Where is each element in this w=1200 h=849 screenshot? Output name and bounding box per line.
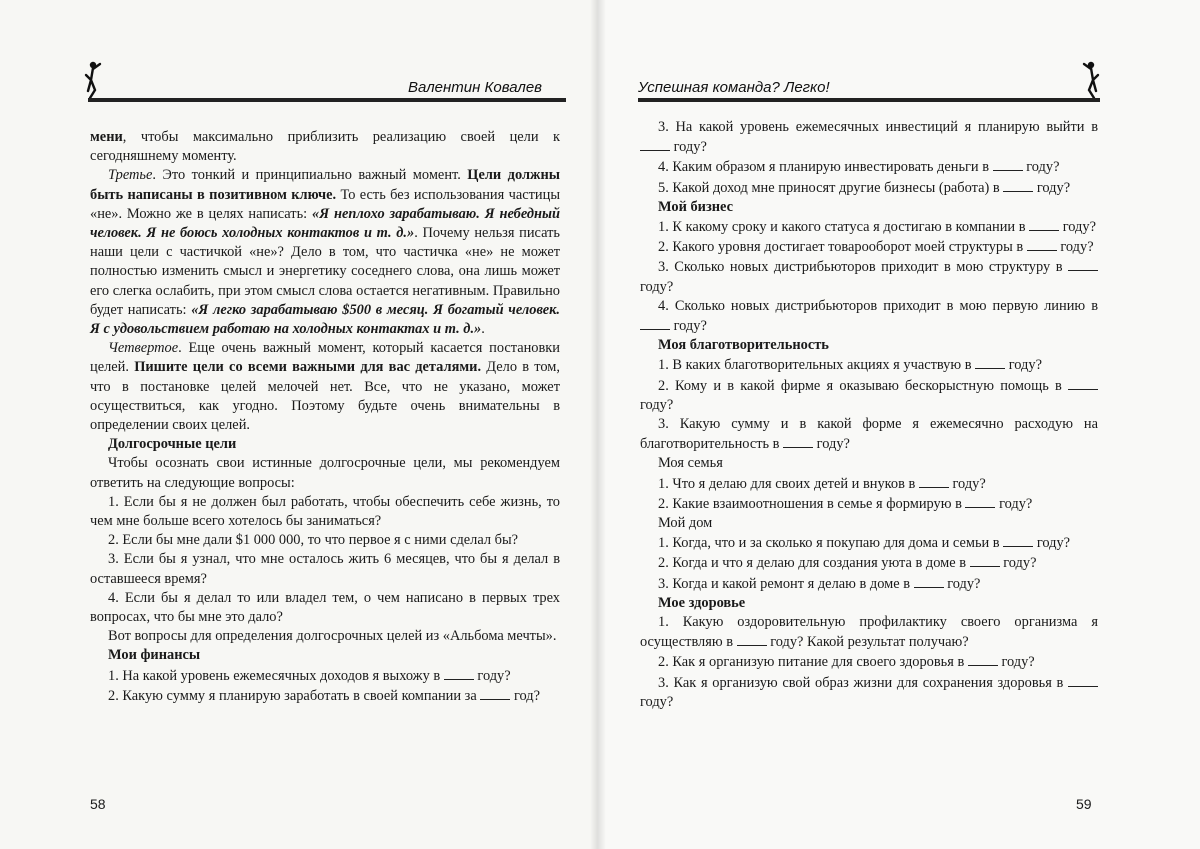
question-text: 1. Когда, что и за сколько я покупаю для дома и семьи в: [658, 535, 1004, 552]
section-heading: Моя благотворительность: [658, 337, 829, 354]
emphasis-text: мени: [90, 129, 123, 145]
question-item: [640, 613, 1098, 652]
question-item: [640, 553, 1098, 573]
section-heading: Мое здоровье: [658, 594, 746, 611]
paragraph-text: Дело в том, что в постановке целей мелочей нет. Все, что не указано, может осуществиться, как угодно. Поэтому будьте очень внимательны в определении своих целей.: [90, 359, 560, 434]
right-running-header: [638, 60, 1100, 104]
question-item: [640, 118, 1098, 157]
question-text: году?: [813, 436, 850, 453]
section-heading: Долгосрочные цели: [108, 436, 237, 453]
body-paragraph: 3. Если бы я узнал, что мне осталось жить 6 месяцев, что бы я делал в оставшееся время?: [90, 551, 560, 587]
question-item: [640, 533, 1098, 553]
fill-in-blank: [1068, 257, 1098, 271]
paragraph-text: То есть без использования частицы «не». Можно же в целях написать:: [90, 186, 560, 222]
question-text: 2. Как я организую питание для своего здоровья в: [658, 654, 968, 671]
question-item: [640, 673, 1098, 712]
question-text: году? Какой результат получаю?: [766, 634, 969, 651]
figure-skater-logo-icon: [82, 60, 104, 100]
fill-in-blank: [1003, 178, 1033, 192]
fill-in-blank: [919, 474, 949, 488]
paragraph-text: . Еще очень важный момент, который касается постановки целей.: [90, 340, 560, 376]
emphasis-text: «Я легко зарабатываю $500 в месяц. Я богатый человек. Я с удовольствием работаю на холодных контактах и т. д.»: [90, 301, 560, 338]
question-item: [640, 257, 1098, 296]
question-item: [640, 217, 1098, 237]
fill-in-blank: [737, 632, 767, 646]
question-text: году?: [1056, 239, 1094, 256]
book-gutter: [590, 0, 606, 849]
fill-in-blank: [968, 652, 998, 666]
question-text: году?: [473, 667, 511, 684]
fill-in-blank: [1068, 673, 1098, 687]
question-item: [640, 415, 1098, 454]
question-item: [640, 297, 1098, 336]
subsection-label: Моя семья: [658, 455, 723, 472]
question-text: году?: [640, 396, 674, 413]
question-text: году?: [943, 575, 981, 592]
question-text: году?: [1033, 535, 1071, 552]
body-paragraph: Вот вопросы для определения долгосрочных целей из «Альбома мечты».: [108, 628, 557, 645]
question-item: [640, 494, 1098, 514]
section-heading: Мои финансы: [108, 647, 201, 664]
question-text: году?: [999, 555, 1037, 572]
question-text: 1. Какую оздоровительную профилактику своего организма я осуществляю в: [640, 614, 1098, 651]
right-text-column: [640, 118, 1098, 712]
question-item: [640, 237, 1098, 257]
fill-in-blank: [640, 316, 670, 330]
right-header-rule: [638, 98, 1100, 102]
fill-in-blank: [1003, 533, 1033, 547]
body-paragraph: [90, 339, 560, 435]
question-text: 3. Сколько новых дистрибьюторов приходит в мою структуру в: [658, 259, 1068, 276]
emphasis-text: Цели должны быть написаны в позитивном ключе.: [90, 167, 560, 203]
question-text: 2. Какую сумму я планирую заработать в своей компании за: [108, 687, 481, 704]
figure-skater-logo-icon: [1080, 60, 1102, 100]
paragraph-text: . Почему нельзя писать наши цели с частичкой «не»? Дело в том, что частичка «не» не может полностью изменить смысл и энергетику соседнего слова, она лишь может его слегка ослабить, при этом смысл слова остается негативным. Правильно будет написать:: [90, 225, 560, 318]
body-paragraph: [90, 128, 560, 166]
right-header-title: Успешная команда? Легко!: [638, 79, 830, 96]
body-paragraph: 2. Если бы мне дали $1 000 000, то что первое я с ними сделал бы?: [108, 532, 519, 549]
left-running-header: [88, 60, 566, 104]
question-text: 4. Каким образом я планирую инвестировать деньги в: [658, 159, 993, 176]
question-text: 1. Что я делаю для своих детей и внуков в: [658, 475, 919, 492]
fill-in-blank: [1027, 237, 1057, 251]
question-item: [90, 686, 560, 706]
question-text: 3. Какую сумму и в какой форме я ежемесячно расходую на благотворительность в: [640, 416, 1098, 453]
left-header-title: Валентин Ковалев: [408, 79, 542, 96]
question-text: году?: [640, 278, 674, 295]
section-heading: Мой бизнес: [658, 198, 733, 215]
paragraph-text: . Это тонкий и принципиально важный момент.: [152, 167, 468, 184]
subsection-label: Мой дом: [658, 515, 713, 532]
question-text: 2. Кому и в какой фирме я оказываю бескорыстную помощь в: [658, 377, 1068, 394]
fill-in-blank: [783, 434, 813, 448]
question-item: [640, 376, 1098, 415]
question-item: [640, 157, 1098, 177]
left-text-column: [90, 128, 560, 706]
question-item: [640, 355, 1098, 375]
emphasis-text: Третье: [108, 167, 153, 184]
fill-in-blank: [914, 574, 944, 588]
fill-in-blank: [1029, 217, 1059, 231]
fill-in-blank: [640, 137, 670, 151]
question-item: [640, 474, 1098, 494]
question-text: году?: [670, 318, 707, 335]
fill-in-blank: [975, 355, 1005, 369]
right-page-number: 59: [1076, 796, 1092, 812]
fill-in-blank: [1068, 376, 1098, 390]
question-text: 4. Сколько новых дистрибьюторов приходит в мою первую линию в: [658, 297, 1098, 314]
body-paragraph: 4. Если бы я делал то или владел тем, о чем написано в первых трех вопросах, что бы мне это дало?: [90, 589, 560, 626]
question-text: году?: [997, 654, 1035, 671]
question-text: 2. Какие взаимоотношения в семье я формирую в: [658, 495, 966, 512]
left-page-number: 58: [90, 796, 106, 812]
emphasis-text: «Я неплохо зарабатываю. Я небедный человек. Я не боюсь холодных контактов и т. д.»: [90, 205, 560, 242]
question-text: году?: [640, 693, 674, 710]
left-header-rule: [88, 98, 566, 102]
emphasis-text: Пишите цели со всеми важными для вас деталями.: [134, 359, 482, 376]
question-text: году?: [995, 495, 1033, 512]
question-text: 2. Когда и что я делаю для создания уюта в доме в: [658, 555, 970, 572]
question-text: году?: [1033, 179, 1071, 196]
fill-in-blank: [965, 494, 995, 508]
question-item: [640, 574, 1098, 594]
body-paragraph: 1. Если бы я не должен был работать, чтобы обеспечить себе жизнь, то чем мне больше всего хотелось бы заниматься?: [90, 493, 560, 530]
paragraph-text: , чтобы максимально приблизить реализацию своей цели к сегодняшнему моменту.: [90, 129, 560, 165]
emphasis-text: Четвертое: [108, 340, 179, 357]
fill-in-blank: [970, 553, 1000, 567]
question-item: [640, 178, 1098, 198]
fill-in-blank: [480, 686, 510, 700]
body-paragraph: Чтобы осознать свои истинные долгосрочные цели, мы рекомендуем ответить на следующие вопросы:: [90, 455, 560, 491]
fill-in-blank: [444, 666, 474, 680]
body-paragraph: [90, 166, 560, 339]
question-text: год?: [510, 687, 540, 704]
question-text: 1. В каких благотворительных акциях я участвую в: [658, 357, 976, 374]
question-text: 3. Как я организую свой образ жизни для сохранения здоровья в: [658, 674, 1068, 691]
question-text: году?: [1059, 219, 1096, 236]
question-text: году?: [1022, 159, 1060, 176]
paragraph-text: .: [481, 321, 485, 338]
question-text: 5. Какой доход мне приносят другие бизнесы (работа) в: [658, 179, 1004, 196]
question-text: году?: [1005, 357, 1042, 374]
question-text: году?: [948, 475, 986, 492]
question-text: 2. Какого уровня достигает товарооборот моей структуры в: [658, 239, 1027, 256]
question-text: 1. На какой уровень ежемесячных доходов я выхожу в: [108, 667, 444, 684]
question-text: 1. К какому сроку и какого статуса я достигаю в компании в: [658, 219, 1030, 236]
question-text: 3. На какой уровень ежемесячных инвестиций я планирую выйти в: [658, 119, 1098, 135]
question-item: [90, 666, 560, 686]
question-item: [640, 652, 1098, 672]
question-text: 3. Когда и какой ремонт я делаю в доме в: [658, 575, 914, 592]
question-text: году?: [670, 139, 707, 156]
fill-in-blank: [993, 157, 1023, 171]
